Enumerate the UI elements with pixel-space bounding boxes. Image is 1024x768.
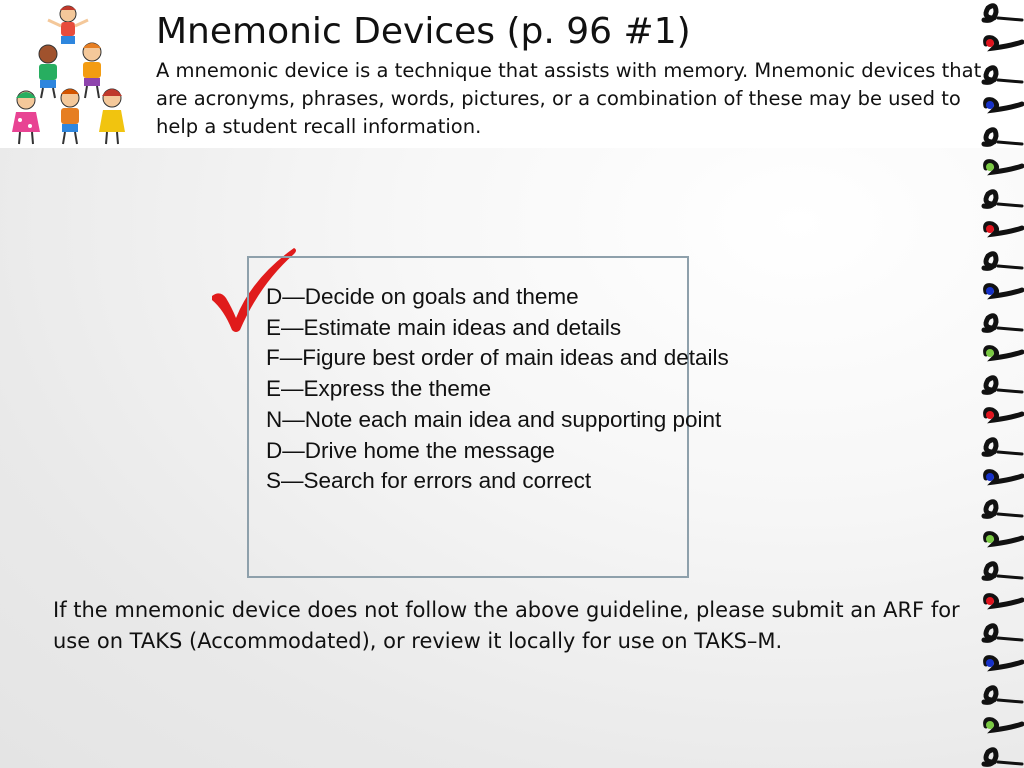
curl-tail: [998, 390, 1022, 392]
curl-tail: [998, 514, 1022, 516]
step-item: N—Note each main idea and supporting point: [266, 406, 722, 432]
child-bottom-left: [12, 91, 40, 144]
curl-mark: [984, 192, 996, 207]
curl-tail: [998, 576, 1022, 578]
curl-mark: [984, 688, 996, 703]
curl-dot: [986, 287, 994, 295]
curl-dot: [986, 659, 994, 667]
curl-tail: [998, 452, 1022, 454]
step-item: S—Search for errors and correct: [266, 468, 592, 494]
child-bottom-right: [99, 89, 125, 144]
curl-mark: [984, 750, 996, 765]
curl-dot: [986, 225, 994, 233]
step-item: E—Express the theme: [266, 376, 492, 402]
step-item: F—Figure best order of main ideas and details: [266, 345, 729, 371]
child-top: [48, 6, 88, 44]
step-item: D—Decide on goals and theme: [266, 284, 579, 309]
curl-tail: [998, 266, 1022, 268]
curl-mark: [984, 378, 996, 393]
curl-tail: [998, 328, 1022, 330]
curl-tail: [998, 638, 1022, 640]
curl-mark: [984, 130, 996, 145]
curl-tail: [998, 80, 1022, 82]
child-middle-right: [83, 43, 101, 98]
curl-tail: [998, 762, 1022, 764]
curl-tail: [998, 700, 1022, 702]
curl-dot: [986, 39, 994, 47]
decorative-curl-border: [980, 0, 1024, 768]
footer-note: If the mnemonic device does not follow the above guideline, please submit an ARF for use on TAKS (Accommodated), or review it locally for use on TAKS–M.: [53, 598, 960, 653]
curl-dot: [986, 597, 994, 605]
curl-mark: [984, 254, 996, 269]
curl-mark: [984, 502, 996, 517]
slide-title: Mnemonic Devices (p. 96 #1): [156, 11, 691, 52]
curl-dot: [986, 163, 994, 171]
curl-dot: [986, 721, 994, 729]
curl-mark: [984, 6, 996, 21]
curl-mark: [984, 440, 996, 455]
curl-dot: [986, 411, 994, 419]
step-item: D—Drive home the message: [266, 437, 555, 463]
curl-mark: [984, 68, 996, 83]
curl-dot: [986, 349, 994, 357]
curl-dot: [986, 101, 994, 109]
mnemonic-steps-list: [266, 282, 729, 497]
intro-paragraph: A mnemonic device is a technique that assists with memory. Mnemonic devices that are acronyms, phrases, words, pictures, or a combination of these may be used to help a student recall information.: [156, 59, 982, 138]
curl-dot: [986, 535, 994, 543]
curl-tail: [998, 142, 1022, 144]
curl-dot: [986, 473, 994, 481]
curl-mark: [984, 626, 996, 641]
step-item: E—Estimate main ideas and details: [266, 314, 622, 340]
curl-mark: [984, 564, 996, 579]
children-pyramid-clipart: [4, 2, 132, 148]
child-bottom-middle: [61, 89, 79, 144]
child-middle-left: [39, 45, 57, 98]
curl-tail: [998, 18, 1022, 20]
curl-mark: [984, 316, 996, 331]
curl-tail: [998, 204, 1022, 206]
